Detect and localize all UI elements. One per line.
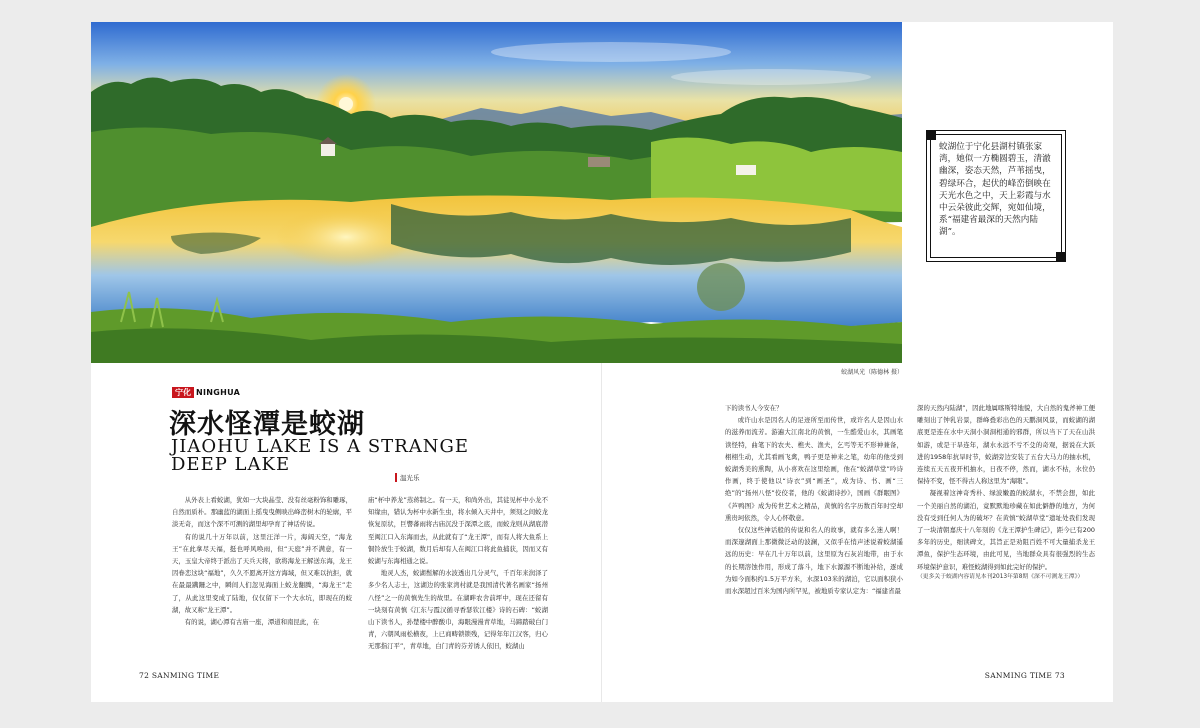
paragraph: 或许山水是因名人的足迹所至而传世，或许名人是因山水的滋养而流芳。游遍大江南北的黄慎，一生酷爱山水，其画笔读怪特，曲笔下的农夫、樵夫、渔夫，乞丐等无不形神兼备，栩栩生动，尤其看画飞禽，鸭子更是神来之笔，幼年的他受到蛟湖秀美的熏陶，从小喜欢在这里绘画，他在“蛟湖草堂”吟诗作画，终于使他以“诗衣”到“画圣”，成为诗、书、画“三绝”的“扬州八怪”佼佼者，他的《蛟湖诗抄》，国画《群眠图》《芦鸭图》成为传世艺术之精品，黄慎的名字历数百年时空却熏贵珂依然，令人心怀敬意。 xyxy=(725,416,903,522)
magazine-spread xyxy=(91,22,1113,702)
section-tag-cn: 宁化 xyxy=(172,387,194,398)
paragraph: 庙“杯中养龙”蒸蒋制之。有一天，和尚外出，其徒见杯中小龙不知缘由，错认为杯中水新生虫，将水倾入天井中，须刻之间蛟龙恢复原状，巨響蕃雨将古庙沉没于深潭之底，而蛟龙则从湖底潜至闽江口入东海而去，从此就有了“龙王潭”，而有人将大鱼系上铜铃放生于蛟湖，数月后却有人在闽江口将此鱼捕获，因而又有蛟湖与东海相通之说。 xyxy=(368,496,548,566)
author-name: 温光乐 xyxy=(400,474,420,482)
lake-photo xyxy=(91,22,902,363)
summary-text: 蛟湖位于宁化县湖村镇张家湾，她似一方椭圆碧玉，清澈幽深，姿态天然，芦苇摇曳，碧绿环合，起伏的峰峦倒映在天光水色之中，天上彩霞与水中云朵彼此交辉，宛如仙境，系“福建省最深的天然内陆湖”。 xyxy=(930,134,1062,258)
article-title-cn: 深水怪潭是蛟湖 xyxy=(169,409,365,440)
section-tag-en: NINGHUA xyxy=(196,388,241,397)
paragraph: 凝视着这神奇秀朴、绿波嫩盈的蛟湖水，不禁会想，如此一个美丽自然的湖泊，竟默默地珍藏在如此僻静的地方，为何没有受到任何人为的破坏？在黄慎“蛟湖草堂”遗址处我们发现了一块清朝嘉庆十八年刻的《龙王潭护生碑记》，距今已有200多年的历史，细读碑文，其旨正是劝阻百姓不可大量捕杀龙王潭鱼，保护生态环境，由此可见，当地群众具有很强烈的生态环境保护意识，难怪蛟湖得到如此完好的保护。 xyxy=(917,489,1095,571)
section-tag xyxy=(172,387,240,398)
body-column-2 xyxy=(368,494,548,653)
summary-box xyxy=(926,130,1066,262)
folio-left: 72 SANMING TIME xyxy=(139,671,220,680)
photo-caption: 蛟湖风光（陈德林 摄） xyxy=(841,369,903,376)
paragraph: 从外表上看蛟湖，犹如一大块晶莹、没有丝毫粉饰和雕琢，自然而质朴。那幽蓝的湖面上摇曳曳侧映出峰峦树木的轮廓，平淡无奇，而这个深不可测的湖里却孕育了神话传说。 xyxy=(172,496,352,529)
paragraph: 有的说，湖心潭有古庙一座，潭道和南昆此，在 xyxy=(184,618,319,627)
body-column-4 xyxy=(917,402,1095,582)
article-title-en: JIAOHU LAKE IS A STRANGE DEEP LAKE xyxy=(171,436,469,475)
paragraph: 仅仅这些神话般的传说和名人的故事，就有多么迷人啊！而深邃湖面上那微微泛动的波澜，又似乎在悄声述说着蛟湖遥远的历史：早在几十万年以前，这里原为石灰岩地带，由于水的长期溶蚀作用，形成了落斗，地下水源源不断地补给，逐成为如今面积约1.5万平方米，水深103米的湖泊，它以面积狭小而水深超过百米为国内所罕见，被地质专家认定为：“福建省最 xyxy=(725,526,903,596)
body-column-1 xyxy=(172,494,352,628)
paragraph: 下的读书人今安在？ xyxy=(725,404,783,412)
reference-note: （更多关于蛟湖内容请见本刊2013年第8期《深不可测龙王潭》） xyxy=(917,573,1084,580)
byline-marker xyxy=(395,473,397,482)
paragraph: 有的说几十万年以前，这里汪洋一片，海阔天空，“海龙王”在此拿尽天福，挺也呼风唤雨，但“天庭”并不满意，有一天，玉皇大帝终于派出了天兵天将，欲将海龙王解送东海，龙王因眷恋这块“福地”，久久不愿离开这方海域，但又难以抗拒，就在最最蹒跚之中，瞬间人们忽见海面上蛟龙翻腾，“海龙王”走了，从此这里变成了陆地，仅仅留下一个大水坑，即现在的蛟湖，故又称“龙王潭”。 xyxy=(172,532,352,614)
body-column-3 xyxy=(725,402,903,597)
paragraph: 深的天然内陆湖”，因此地属喀斯特地貌，大自然的鬼斧神工便雕刻出了钟乳岩景，群峰叠彩出色的天鹏洞风景，而蛟湖的湖底更是连在水中天洞小洞洞相通的邪群，所以当下了天在山洪如游，或是干旱连年，湖水永远不亏不殳的奇观，据说在大跃进的1958年抗旱时节，蛟湖旁边安装了五台大马力的抽水机，连续五天五夜开机抽水，日夜不停，然而，湖水不枯，水位仍保持不变，怪不得古人称这里为“海眼”。 xyxy=(917,404,1095,486)
byline xyxy=(395,473,420,482)
paragraph: 地灵人杰，蛟湖鬃解的水波透出几分灵气，千百年来润泽了多少名人志士，这湖边的张家湾村就是我国清代著名画家“扬州八怪”之一的黄慎先生的故里。在湖畔农舍前坪中，现在还留有一块刻有黄慎《江东与霞汉循寻香瑟钦江楼》诗的石碑：“蛟湖山下读书人，孙楚楼中醉酸巾，海眼漫漫青草地，马蹄踏破白门青，六朝风雨松横夜，上已商畴锁锁残，记得年年江汉客，归心无那指汀平”，青草地，白门青的芬芳诱人依旧，蛟湖山 xyxy=(368,569,548,651)
folio-right: SANMING TIME 73 xyxy=(984,671,1065,680)
